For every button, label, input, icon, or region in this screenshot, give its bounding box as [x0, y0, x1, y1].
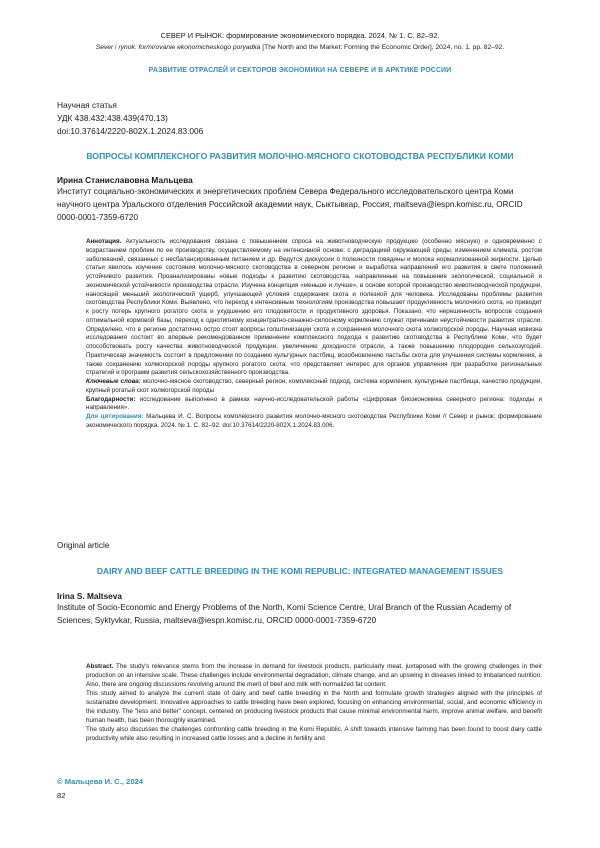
copyright: © Мальцева И. С., 2024 — [57, 777, 144, 786]
abstract-text-en-1: The study’s relevance stems from the increase in demand for livestock products, particularly meat, juxtaposed with the growing challenges in their production on an intensive scale. These challenges include environmental degradation, climate change, and an upswing in diseases linked to imbalanced nutrition. Also, there are ongoing discussions revolving around the merit of beef and milk with normalized fat content. — [86, 663, 542, 688]
affiliation-ru: Институт социально-экономических и энергетических проблем Севера Федерального исследовательского центра Коми научного центра Уральского отделения Российской академии наук, Сыктывкар, Россия, maltseva@iespn.komisc.ru, ORCID 0000-0001-7359-6720 — [57, 187, 523, 222]
abstract-block-ru — [86, 238, 542, 431]
abstract-label-en: Abstract. — [86, 663, 114, 670]
abstract-en-paragraph-2: This study aimed to analyze the current state of dairy and beef cattle breeding in the North and formulate growth strategies aligned with the principles of sustainable development. Innovative approaches to cattle breeding have been explored, focusing on enhancing environmental, social, and economic efficiency in the industry. The "less and better" concept, centered on producing livestock products that cause minimal environmental harm, improve animal welfare, and benefit human health, has been thoroughly examined. — [86, 690, 542, 724]
abstract-en-paragraph-3: The study also discusses the challenges confronting cattle breeding in the Komi Republic. A shift towards intensive farming has been found to boost dairy cattle productivity while also resulting in increased cattle losses and a decline in fertility and — [86, 726, 542, 742]
acknowledgments-label-ru: Благодарности: — [86, 395, 136, 403]
citation-label-ru: Для цитирования: — [86, 413, 144, 420]
citation-text-ru: Мальцева И. С. Вопросы комплексного развития молочно-мясного скотоводства Республики Коми // Север и рынок: формирование экономического порядка. 2024. № 1. С. 82–92. doi:10.37614/2220-802X.1.2024.83.006. — [86, 413, 542, 429]
journal-header-ru: СЕВЕР И РЫНОК: формирование экономического порядка. 2024. № 1. С. 82–92. — [160, 31, 440, 40]
abstract-block-en — [86, 662, 542, 743]
abstract-label-ru: Аннотация. — [86, 238, 122, 245]
citation-ru — [86, 413, 542, 431]
abstract-ru — [86, 238, 542, 378]
article-type-en: Original article — [57, 541, 110, 550]
article-title-ru: ВОПРОСЫ КОМПЛЕКСНОГО РАЗВИТИЯ МОЛОЧНО-МЯСНОГО СКОТОВОДСТВА РЕСПУБЛИКИ КОМИ — [86, 151, 514, 161]
article-title-en: DAIRY AND BEEF CATTLE BREEDING IN THE KOMI REPUBLIC: INTEGRATED MANAGEMENT ISSUES — [96, 566, 504, 576]
acknowledgments-text-ru: исследование выполнено в рамках научно-исследовательской работы «Цифровая биоэкономика северного региона: подходы и направления». — [86, 395, 542, 412]
section-title: РАЗВИТИЕ ОТРАСЛЕЙ И СЕКТОРОВ ЭКОНОМИКИ НА СЕВЕРЕ И В АРКТИКЕ РОССИИ — [148, 67, 452, 74]
keywords-ru — [86, 378, 542, 396]
article-type-ru: Научная статья — [57, 100, 117, 110]
keywords-text-ru: молочно-мясное скотоводство, северный регион, комплексный подход, система кормления, культурные пастбища, качество продукции, крупный рогатый скот холмогорской породы — [86, 378, 542, 394]
journal-name-translit: Sever i rynok: formirovanie ekonomicheskogo poryadka — [95, 44, 261, 51]
author-name-en: Irina S. Maltseva — [57, 591, 123, 601]
journal-header-en — [40, 43, 560, 52]
article-meta — [57, 99, 203, 137]
abstract-en-paragraph-1 — [86, 662, 542, 689]
keywords-label-ru: Ключевые слова: — [86, 378, 141, 385]
author-name-ru: Ирина Станиславовна Мальцева — [57, 175, 193, 185]
abstract-text-ru: Актуальность исследования связана с повышением спроса на животноводческую продукцию (особенно мясную) и одновременно с возрастанием проблем по ее производству, осуществляемому на интенсивной основе: с деградацией окружающей среды, изменением климата, ростом заболеваний, связанных с несбалансированным питанием и др. Ведутся дискуссии о полезности говядины и молока нормализованной жирности. Целью статьи явилось изучение состояния молочно-мясного скотоводства в северном регионе и выработка направлений его развития в свете положений устойчивого развития. Проанализированы новые подходы к развитию скотоводства, направленные на повышение экологической, социальной и экономической устойчивости производства отрасли. Изучена концепция «меньше и лучше», в основе которой производство животноводческой продукции, наносящей меньший экологический ущерб, улучшающей условия содержания скота и полезной для человека. Исследованы проблемы развития скотоводства Республики Коми. Выявлено, что переход к интенсивным технологиям производства повышает продуктивность молочного скота, но приводит к росту потерь крупного рогатого скота и ухудшению его плодовитости и продуктивного здоровья. Показано, что нерешенность вопросов создания оптимальной кормовой базы, переход к однотипному концентратно-сенажно-силосному кормлению служат причинами неустойчивости развития отрасли. Определено, что в регионе достаточно остро стоят вопросы голштинизации скота и сохранения молочного скота холмогорской породы. Научная новизна исследования состоит во впервые рекомендованном применении комплексного подхода к развитию скотоводства в Республике Коми, что будет способствовать росту качества животноводческой продукции, увеличению доходности отрасли, а также повышению плодородия сельхозугодий. Практическая значимость состоит в предложении по созданию культурных пастбищ, возобновлению пастьбы скота для улучшения системы кормления, а также сохранению холмогорской породы крупного рогатого скота, что представляет интерес для органов управления при разработке региональных стратегий и программ развития сельскохозяйственного производства. — [86, 238, 542, 377]
udc-code: УДК 438.432:438.439(470.13) — [57, 112, 168, 123]
page-number: 82 — [57, 791, 66, 800]
acknowledgments-ru — [86, 396, 542, 414]
doi: doi:10.37614/2220-802X.1.2024.83.006 — [57, 125, 204, 136]
journal-header-en-rest: [The North and the Market: Forming the Economic Order], 2024, no. 1, pp. 82–92. — [260, 44, 505, 51]
affiliation-en: Institute of Socio-Economic and Energy Problems of the North, Komi Science Centre, Ural Branch of the Russian Academy of Sciences, Syktyvkar, Russia, maltseva@iespn.komisc.ru, ORCID 0000-0001-7359-6720 — [57, 603, 512, 625]
